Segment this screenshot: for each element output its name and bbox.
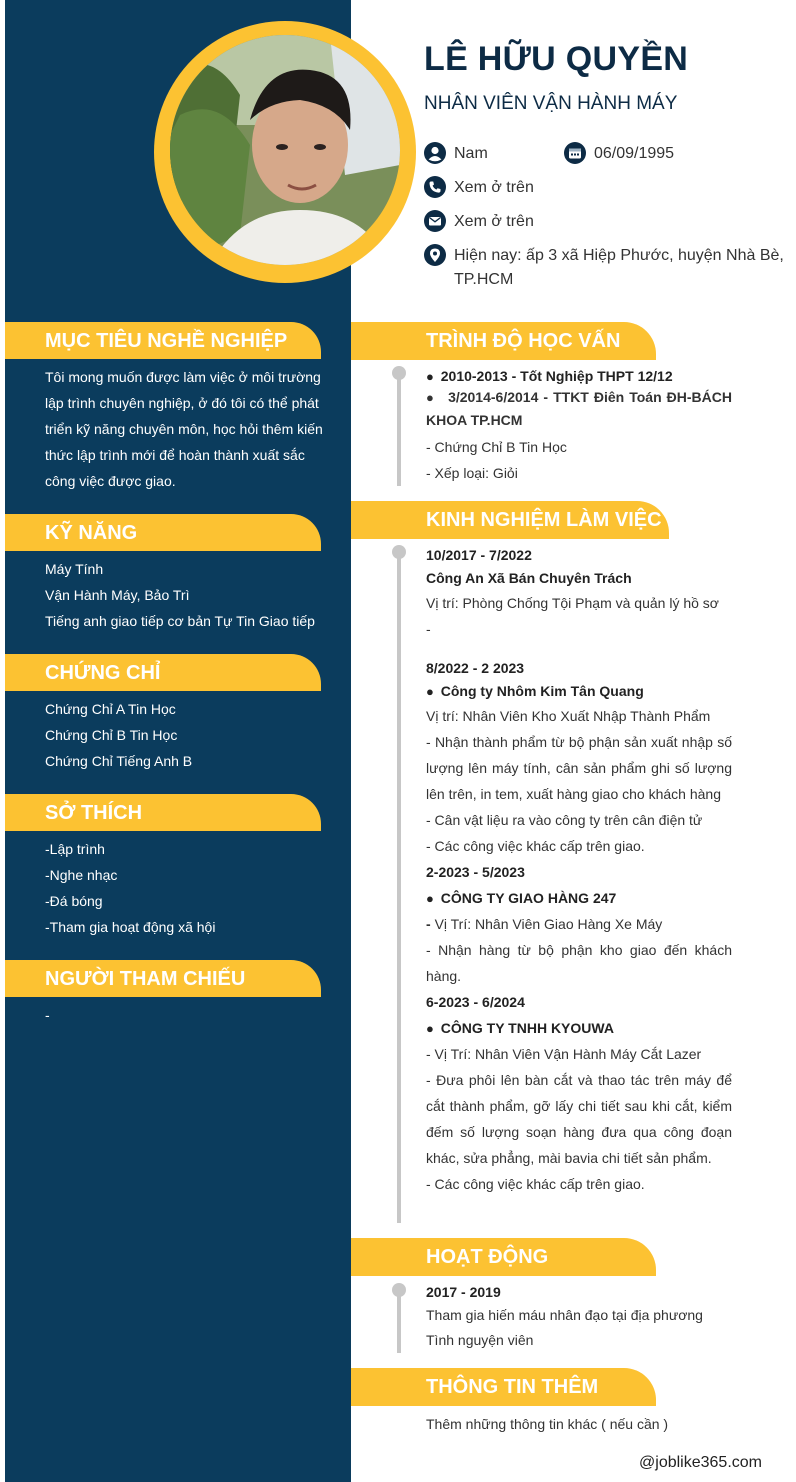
email-icon	[424, 210, 446, 232]
hobby-item: -Lập trình	[45, 841, 105, 857]
certificates-title: CHỨNG CHỈ	[45, 662, 161, 684]
email-row	[424, 210, 534, 234]
skills-title: KỸ NĂNG	[45, 522, 138, 544]
job-position: - Vị Trí: Nhân Viên Giao Hàng Xe Máy	[426, 916, 663, 932]
activities-title: HOẠT ĐỘNG	[426, 1246, 549, 1268]
skills-header	[5, 514, 321, 551]
job-company: Công An Xã Bán Chuyên Trách	[426, 570, 632, 586]
job-period: 8/2022 - 2 2023	[426, 660, 525, 676]
hobbies-header	[5, 794, 321, 831]
job-period: 6-2023 - 6/2024	[426, 994, 525, 1010]
timeline-dot	[392, 1283, 406, 1297]
job-period: 2-2023 - 5/2023	[426, 864, 525, 880]
avatar	[170, 35, 400, 265]
calendar-icon	[564, 142, 586, 164]
education-line: ● 3/2014-6/2014 - TTKT Điên Toán ĐH-BÁCH KHOA TP.HCM	[426, 389, 732, 428]
address-value: Hiện nay: ấp 3 xã Hiệp Phước, huyện Nhà Bè, TP.HCM	[454, 247, 784, 288]
activity-line: Tham gia hiến máu nhân đạo tại địa phương	[426, 1307, 703, 1323]
education-line: - Xếp loại: Giỏi	[426, 465, 518, 481]
activity-period: 2017 - 2019	[426, 1284, 501, 1300]
education-line: ● 2010-2013 - Tốt Nghiệp THPT 12/12	[426, 368, 673, 384]
timeline-line	[397, 550, 401, 1223]
certificate-item: Chứng Chỉ A Tin Học	[45, 701, 176, 717]
job-duty: - Nhận thành phẩm từ bộ phận sản xuất nhập số lượng lên máy tính, cân sản phẩm ghi số lượng lên trên, in tem, xuất hàng giao cho khách hàng	[426, 734, 732, 802]
experience-title: KINH NGHIỆM LÀM VIỆC	[426, 509, 662, 531]
objective-header	[5, 322, 321, 359]
extra-title: THÔNG TIN THÊM	[426, 1376, 599, 1398]
location-icon	[424, 244, 446, 266]
references-header	[5, 960, 321, 997]
education-title: TRÌNH ĐỘ HỌC VẤN	[426, 330, 621, 352]
job-company: ● CÔNG TY TNHH KYOUWA	[426, 1020, 614, 1036]
job-duty: - Cân vật liệu ra vào công ty trên cân điện tử	[426, 812, 703, 828]
references-text: -	[45, 1007, 50, 1023]
birthday-value: 06/09/1995	[594, 145, 675, 162]
email-value: Xem ở trên	[454, 213, 534, 230]
activities-header	[351, 1238, 656, 1276]
hobby-item: -Nghe nhạc	[45, 867, 118, 883]
job-company: ● Công ty Nhôm Kim Tân Quang	[426, 683, 644, 699]
user-icon	[424, 142, 446, 164]
education-line: - Chứng Chỉ B Tin Học	[426, 439, 567, 455]
timeline-dot	[392, 366, 406, 380]
objective-text: Tôi mong muốn được làm việc ở môi trường lập trình chuyên nghiệp, ở đó tôi có thể phát triển kỹ năng chuyên môn, học hỏi thêm kiến thức lập trình mới để hoàn thành xuất sắc công việc được giao.	[45, 369, 323, 489]
phone-icon	[424, 176, 446, 198]
timeline-dot	[392, 545, 406, 559]
education-header	[351, 322, 656, 360]
job-duty: - Các công việc khác cấp trên giao.	[426, 1176, 645, 1192]
skill-item: Tiếng anh giao tiếp cơ bản Tự Tin Giao tiếp	[45, 613, 315, 629]
skill-item: Máy Tính	[45, 561, 104, 577]
phone-row	[424, 176, 534, 200]
job-position: - Vị Trí: Nhân Viên Vận Hành Máy Cắt Lazer	[426, 1046, 702, 1062]
certificate-item: Chứng Chỉ B Tin Học	[45, 727, 178, 743]
skill-item: Vận Hành Máy, Bảo Trì	[45, 587, 190, 603]
birthday-row	[564, 142, 674, 166]
hobby-item: -Đá bóng	[45, 893, 103, 909]
candidate-name: LÊ HỮU QUYỀN	[424, 40, 689, 78]
hobbies-title: SỞ THÍCH	[45, 802, 143, 824]
certificates-header	[5, 654, 321, 691]
extra-header	[351, 1368, 656, 1406]
job-title: NHÂN VIÊN VẬN HÀNH MÁY	[424, 93, 678, 114]
extra-text: Thêm những thông tin khác ( nếu cần )	[426, 1416, 669, 1432]
objective-title: MỤC TIÊU NGHỀ NGHIỆP	[45, 330, 288, 352]
watermark: @joblike365.com	[639, 1454, 762, 1471]
phone-value: Xem ở trên	[454, 179, 534, 196]
job-period: 10/2017 - 7/2022	[426, 547, 532, 563]
job-duty: - Các công việc khác cấp trên giao.	[426, 838, 645, 854]
job-duty: - Đưa phôi lên bàn cắt và thao tác trên máy để cắt thành phẩm, gỡ lấy chi tiết sau khi cắt, kiểm đếm số lượng soạn hàng đưa qua công đoạn khác, sửa phẳng, mài bavia chi tiết sản phẩm.	[426, 1072, 732, 1166]
experience-header	[351, 501, 669, 539]
timeline-line	[397, 1288, 401, 1353]
job-position: Vị trí: Phòng Chống Tội Phạm và quản lý hồ sơ	[426, 595, 719, 611]
job-company: ● CÔNG TY GIAO HÀNG 247	[426, 890, 617, 906]
timeline-line	[397, 372, 401, 486]
activity-line: Tình nguyện viên	[426, 1332, 534, 1348]
gender-value: Nam	[454, 145, 488, 162]
references-title: NGƯỜI THAM CHIẾU	[45, 968, 246, 990]
address-row	[424, 244, 784, 292]
job-note: -	[426, 621, 431, 637]
job-position: Vị trí: Nhân Viên Kho Xuất Nhập Thành Phẩm	[426, 708, 711, 724]
job-duty: - Nhận hàng từ bộ phận kho giao đến khách hàng.	[426, 942, 732, 984]
hobby-item: -Tham gia hoạt động xã hội	[45, 919, 216, 935]
gender-row	[424, 142, 488, 166]
certificate-item: Chứng Chỉ Tiếng Anh B	[45, 753, 193, 769]
